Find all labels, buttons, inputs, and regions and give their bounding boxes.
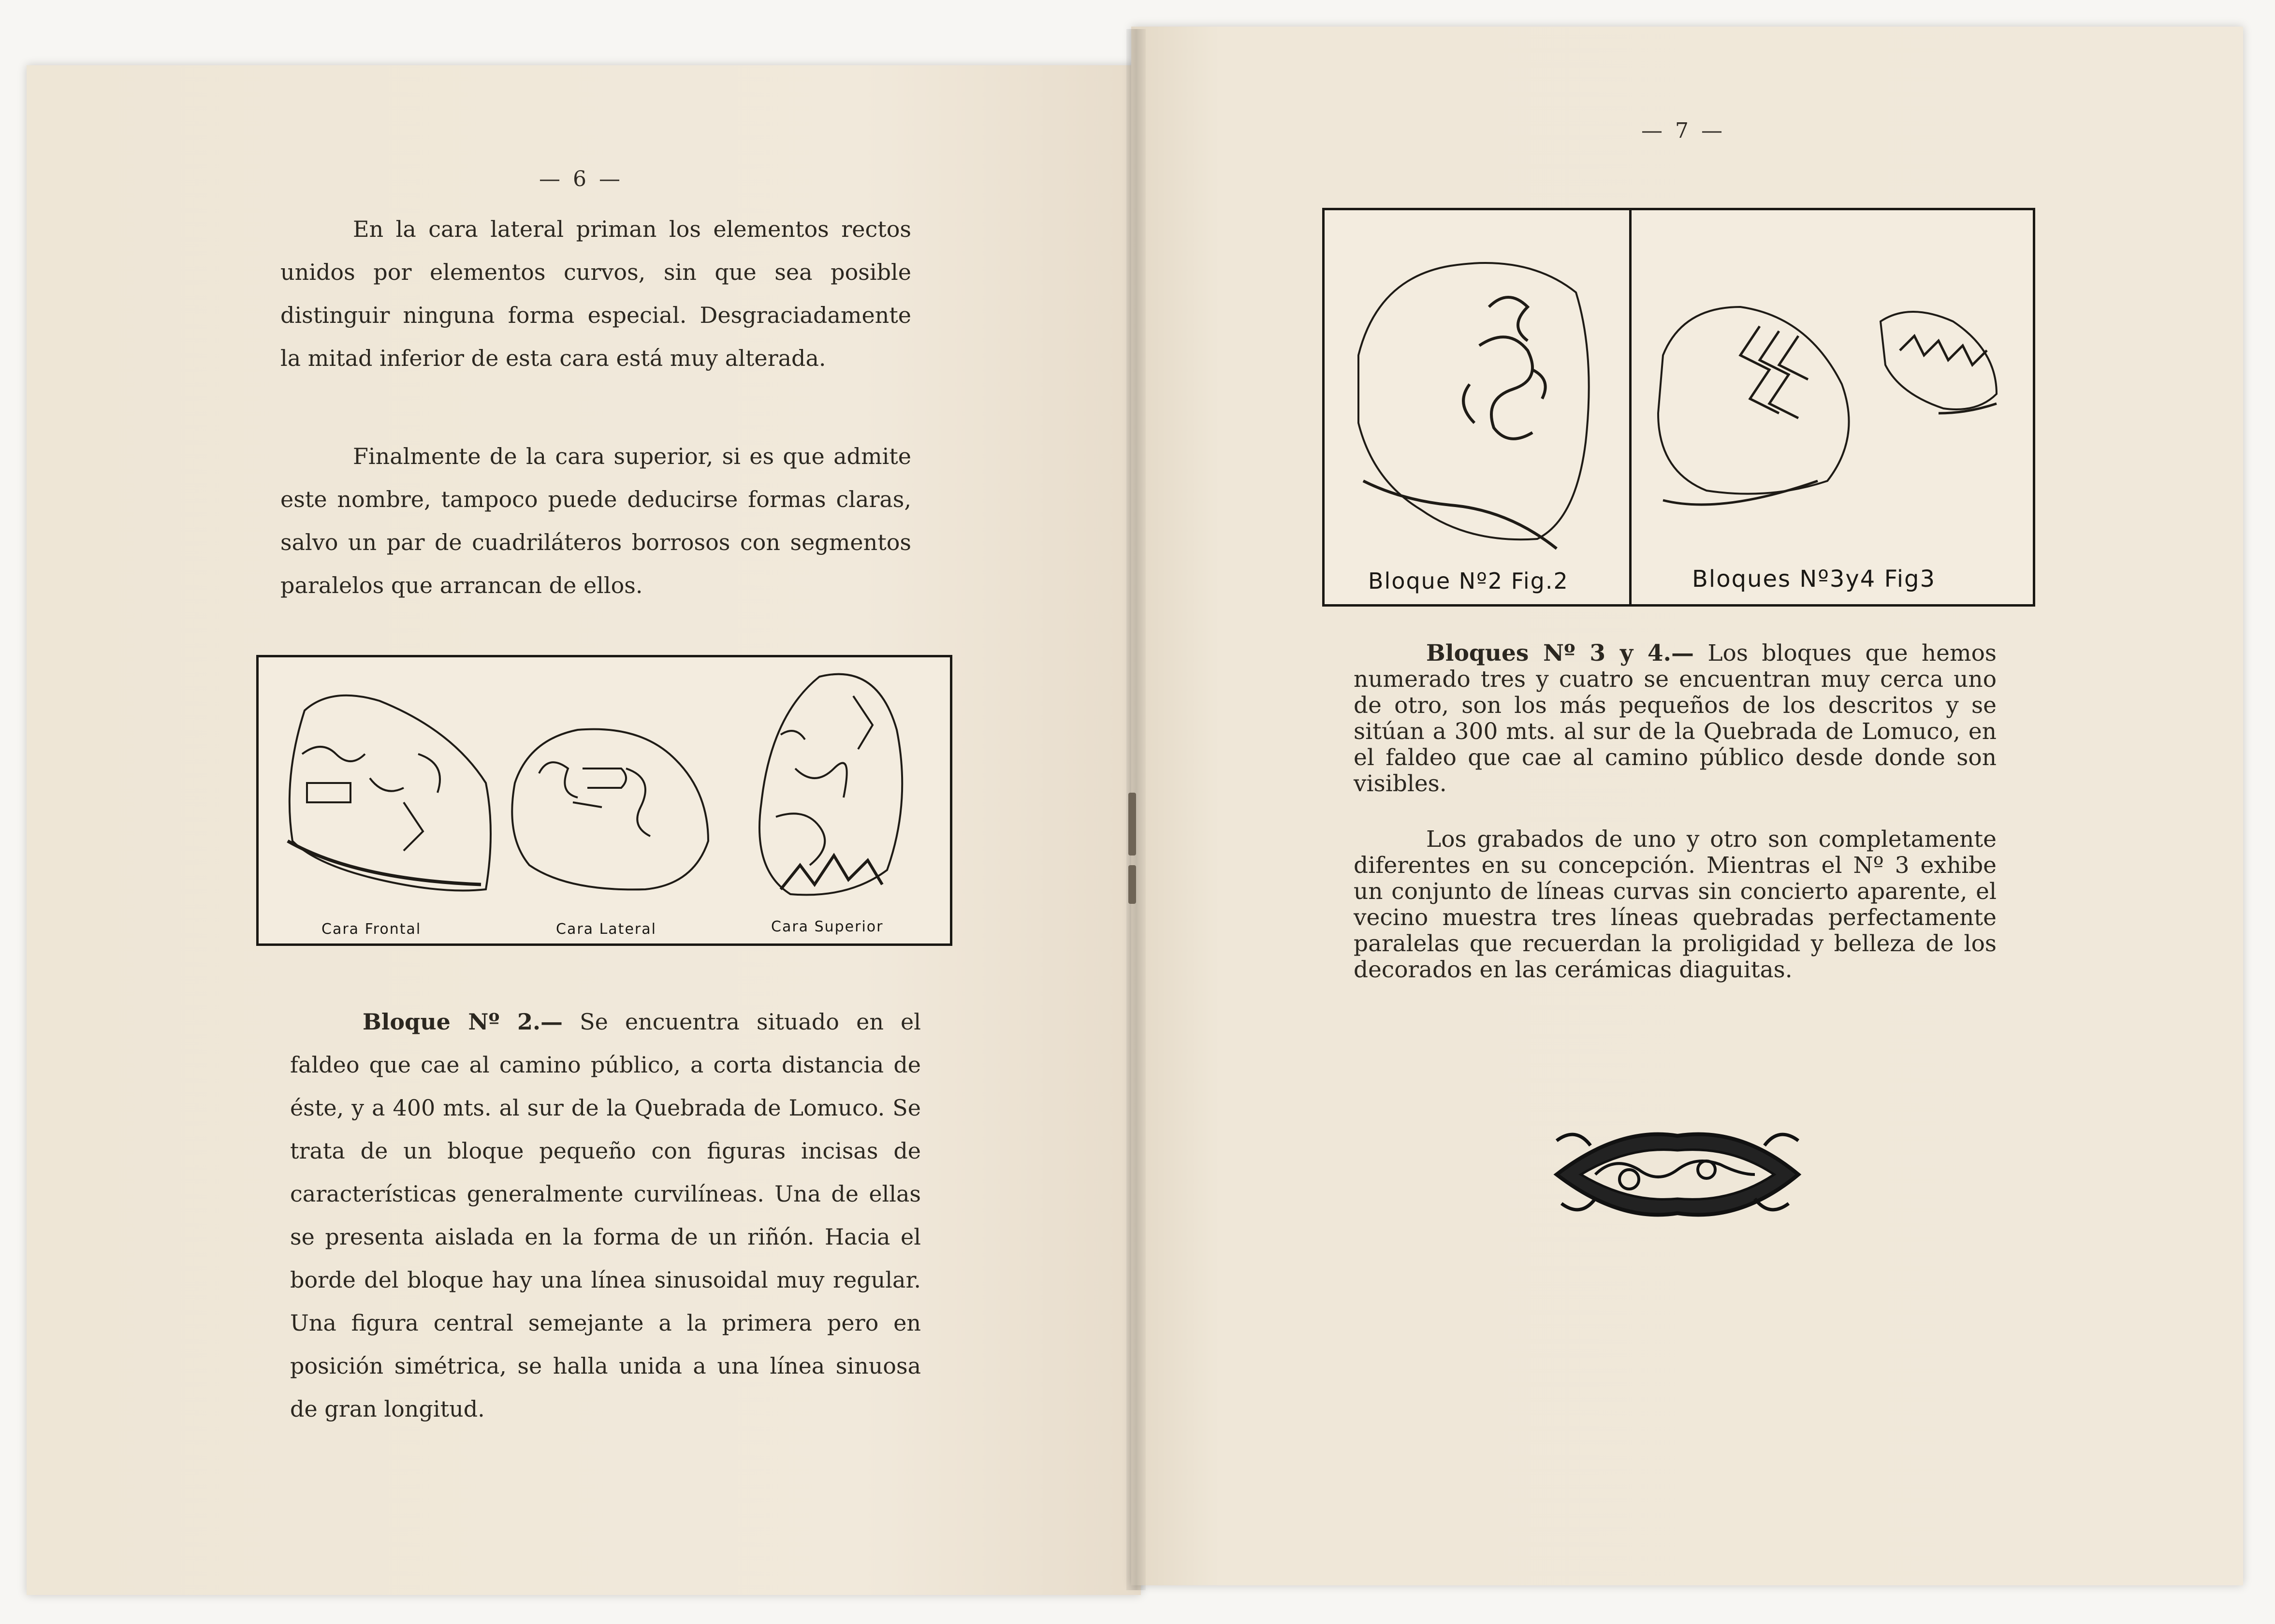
bloques-figure bbox=[1322, 208, 2035, 607]
staple-bottom bbox=[1128, 865, 1136, 904]
rock-drawings-bloques bbox=[1325, 210, 2033, 604]
bloque2-paragraph bbox=[290, 1000, 921, 1431]
left-paragraph-2: Finalmente de la cara superior, si es que admite este nombre, tampoco puede deducirse formas claras, salvo un par de cuadriláteros borrosos con segmentos paralelos que arrancan de ellos. bbox=[280, 443, 911, 598]
rock-lateral bbox=[512, 729, 708, 890]
left-page-number: — 6 — bbox=[539, 167, 623, 191]
caption-bloque-2: Bloque Nº2 Fig.2 bbox=[1368, 568, 1569, 594]
rock-drawings-faces bbox=[259, 657, 950, 943]
bloque-2-engraving bbox=[1463, 297, 1546, 439]
caption-cara-frontal: Cara Frontal bbox=[321, 921, 422, 938]
superior-engraving bbox=[776, 696, 873, 865]
staple-top bbox=[1128, 793, 1136, 856]
ornament-vignette-icon bbox=[1547, 1121, 1808, 1223]
bloques34-paragraph bbox=[1354, 640, 1997, 797]
caption-cara-superior: Cara Superior bbox=[771, 918, 884, 935]
rock-bloque-4 bbox=[1881, 312, 1997, 409]
caption-cara-lateral: Cara Lateral bbox=[556, 921, 656, 938]
bloques34-text: Los bloques que hemos numerado tres y cuatro se encuentran muy cerca uno de otro, son los más pequeños de los descritos y se sitúan a 300 mts. al sur de la Quebrada de Lomuco, en el faldeo que cae al camino público desde donde son visibles. bbox=[1354, 640, 1997, 797]
caption-bloques-3-4: Bloques Nº3y4 Fig3 bbox=[1692, 566, 1936, 593]
bloque-3-engraving bbox=[1740, 326, 1808, 418]
left-paragraph-1: En la cara lateral priman los elementos rectos unidos por elementos curvos, sin que sea posible distinguir ninguna forma especial. Desgraciadamente la mitad inferior de esta cara está muy alterada. bbox=[280, 216, 911, 371]
bloque2-heading: Bloque Nº 2.— bbox=[363, 1009, 563, 1035]
bloques34-heading: Bloques Nº 3 y 4.— bbox=[1426, 640, 1694, 667]
figure-divider bbox=[1629, 210, 1632, 604]
frontal-engraving bbox=[302, 747, 440, 851]
bloque-4-engraving bbox=[1900, 336, 1987, 365]
rock-bloque-2 bbox=[1358, 263, 1589, 539]
bloque2-text: Se encuentra situado en el faldeo que cae al camino público, a corta distancia de éste, y a 400 mts. al sur de la Quebrada de Lomuco. Se trata de un bloque pequeño con figuras incisas de características generalmente curvilíneas. Una de ellas se presenta aislada en la forma de un riñón. Hacia el borde del bloque hay una línea sinusoidal muy regular. Una figura central semejante a la primera pero en posición simétrica, se halla unida a una línea sinuosa de gran longitud. bbox=[290, 1009, 921, 1422]
lateral-engraving bbox=[539, 762, 650, 836]
right-paragraph-2: Los grabados de uno y otro son completamente diferentes en su concepción. Mientras el Nº 3 exhibe un conjunto de líneas curvas sin concierto aparente, el vecino muestra tres líneas quebradas perfectamente paralelas que recuerdan la proligidad y belleza de los decorados en las cerámicas diaguitas. bbox=[1354, 826, 1997, 983]
right-page-number: — 7 — bbox=[1641, 118, 1725, 143]
cara-figure bbox=[256, 655, 952, 946]
rock-frontal bbox=[290, 696, 491, 891]
